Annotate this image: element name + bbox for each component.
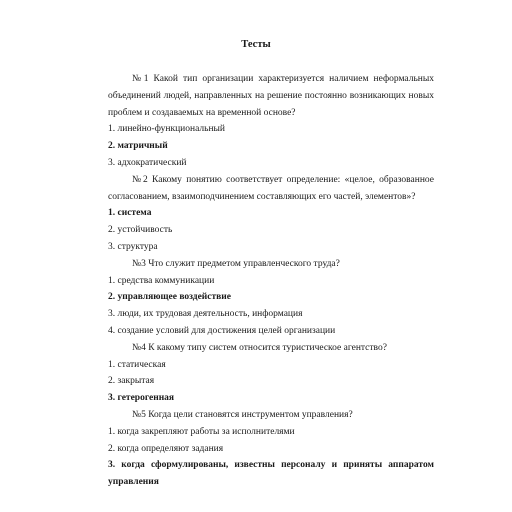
question-5-option-1: 1. когда закрепляют работы за исполнителями [108,426,295,437]
question-3-option-4: 4. создание условий для достижения целей организации [108,325,336,336]
question-4-option-3: 3. гетерогенная [108,393,175,404]
question-1-option-2: 2. матричный [108,141,168,152]
question-2-option-3: 3. структура [108,241,158,252]
question-4-text: №4 К какому типу систем относится туристическое агентство? [132,342,387,353]
question-2-option-2: 2. устойчивость [108,225,173,236]
question-5-text: №5 Когда цели становятся инструментом управления? [132,409,353,420]
page-title: Тесты [241,39,271,50]
question-1-text: №1 Какой тип организации характеризуется наличием неформальных объединений людей, направленных на решение постоянно возникающих новых проблем и создаваемых на временной основе? [108,74,434,118]
question-3-text: №3 Что служит предметом управленческого труда? [132,258,340,269]
question-1-option-1: 1. линейно-функциональный [108,124,226,135]
question-3-option-3: 3. люди, их трудовая деятельность, информация [108,309,303,320]
question-3-option-1: 1. средства коммуникации [108,275,215,286]
question-2-text: №2 Какому понятию соответствует определение: «целое, образованное согласованием, взаимоподчинением составляющих его частей, элементов»? [108,174,434,202]
test-content [108,71,434,491]
question-1-option-3: 3. адхократический [108,157,187,168]
question-4-option-1: 1. статическая [108,359,166,370]
question-2-option-1: 1. система [108,208,152,219]
question-3-option-2: 2. управляющее воздействие [108,292,231,303]
question-5-option-3: 3. когда сформулированы, известны персоналу и приняты аппаратом управления [108,460,434,488]
question-5-option-2: 2. когда определяют задания [108,443,224,454]
question-4-option-2: 2. закрытая [108,376,155,387]
